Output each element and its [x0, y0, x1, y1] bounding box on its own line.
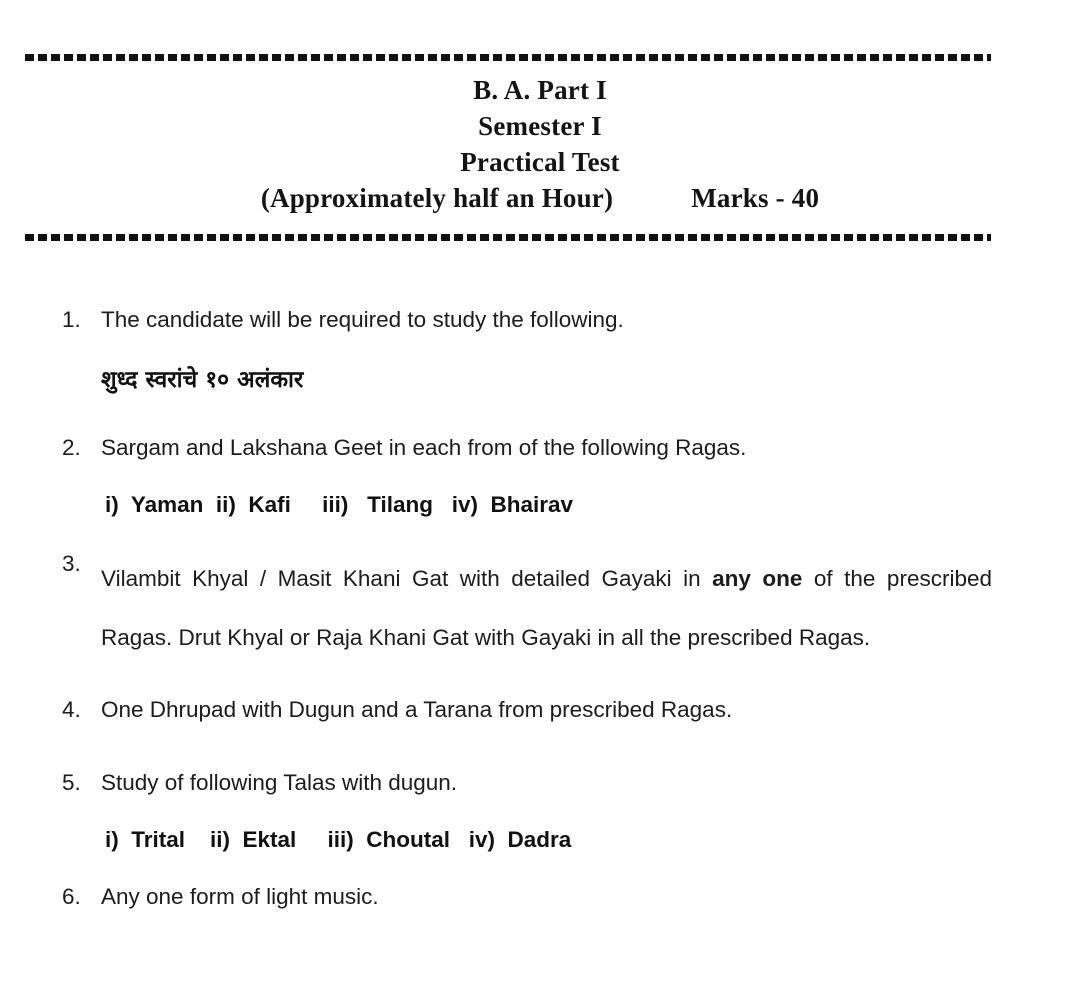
list-item-text: The candidate will be required to study the following. [101, 307, 624, 332]
syllabus-list [0, 305, 1080, 912]
list-item-subitems: i) Yaman ii) Kafi iii) Tilang iv) Bhairav [105, 492, 574, 517]
list-item [0, 549, 1080, 667]
header-line-test-type: Practical Test [460, 147, 620, 177]
list-item-devanagari-text: शुध्द स्वरांचे १० अलंकार [101, 367, 304, 393]
top-dashed-divider [25, 54, 991, 61]
list-item-text-emphasis: any one [712, 566, 803, 591]
list-item-number: 4. [62, 697, 81, 722]
document-header [0, 72, 1080, 216]
list-item-text: Study of following Talas with dugun. [101, 770, 458, 795]
header-line-course: B. A. Part I [473, 75, 607, 105]
list-item-number: 2. [62, 435, 81, 460]
list-item-text [101, 549, 992, 667]
list-item-text-after: of the prescribed Ragas. Drut Khyal or Raja Khani Gat with Gayaki in all the prescribed Ragas. [101, 566, 992, 650]
header-duration: (Approximately half an Hour) [260, 183, 614, 213]
list-item-subitems: i) Trital ii) Ektal iii) Choutal iv) Dadra [105, 827, 572, 852]
list-item-number: 1. [62, 307, 81, 332]
list-item-text: One Dhrupad with Dugun and a Tarana from prescribed Ragas. [101, 697, 733, 722]
list-item [0, 695, 1080, 725]
list-item-number: 3. [62, 551, 81, 576]
list-item [0, 768, 1080, 798]
header-line-semester: Semester I [478, 111, 602, 141]
bottom-dashed-divider [25, 234, 991, 241]
header-marks: Marks - 40 [691, 183, 820, 213]
list-item [0, 433, 1080, 463]
list-item-text: Sargam and Lakshana Geet in each from of the following Ragas. [101, 435, 747, 460]
list-item-number: 5. [62, 770, 81, 795]
list-item-number: 6. [62, 884, 81, 909]
list-item-text: Any one form of light music. [101, 884, 379, 909]
list-item [0, 882, 1080, 912]
list-item [0, 305, 1080, 335]
header-line-duration-marks [0, 180, 1080, 216]
list-item-text-before: Vilambit Khyal / Masit Khani Gat with detailed Gayaki in [101, 566, 713, 591]
